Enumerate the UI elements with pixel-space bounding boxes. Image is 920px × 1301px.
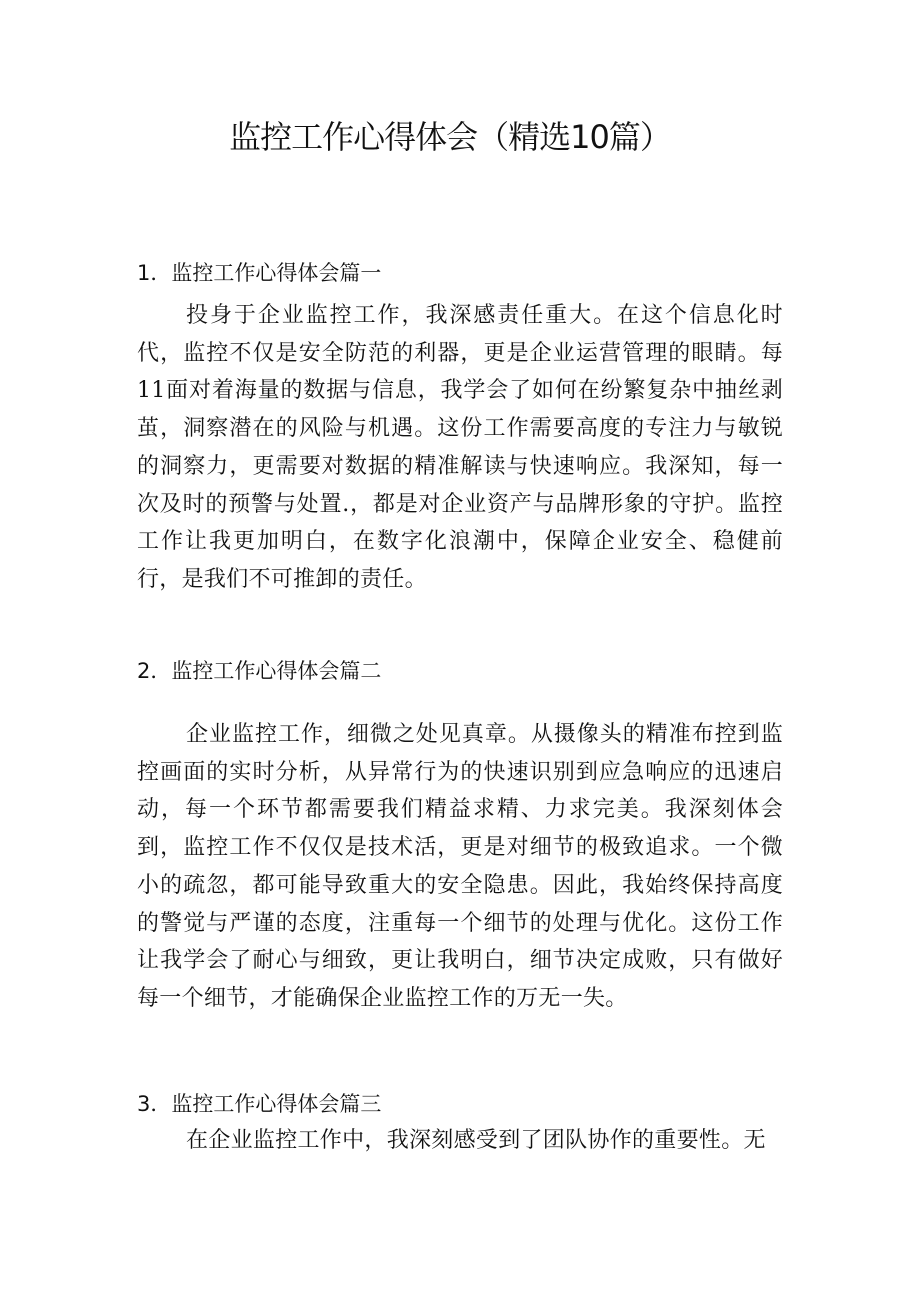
section-heading-2: 2．监控工作心得体会篇二	[137, 659, 382, 683]
section-heading-1: 1．监控工作心得体会篇一	[137, 261, 382, 285]
section-heading-3: 3．监控工作心得体会篇三	[137, 1092, 382, 1116]
section-body-2: 企业监控工作，细微之处见真章。从摄像头的精准布控到监控画面的实时分析，从异常行为的快速识别到应急响应的迅速启动，每一个环节都需要我们精益求精、力求完美。我深刻体会到，监控工作不仅仅是技术活，更是对细节的极致追求。一个微小的疏忽，都可能导致重大的安全隐患。因此，我始终保持高度的警觉与严谨的态度，注重每一个细节的处理与优化。这份工作让我学会了耐心与细致，更让我明白，细节决定成败，只有做好每一个细节，才能确保企业监控工作的万无一失。	[137, 722, 783, 1011]
section-body-1: 投身于企业监控工作，我深感责任重大。在这个信息化时代，监控不仅是安全防范的利器，更是企业运营管理的眼睛。每11面对着海量的数据与信息，我学会了如何在纷繁复杂中抽丝剥茧，洞察潜在的风险与机遇。这份工作需要高度的专注力与敏锐的洞察力，更需要对数据的精准解读与快速响应。我深知，每一次及时的预警与处置.，都是对企业资产与品牌形象的守护。监控工作让我更加明白，在数字化浪潮中，保障企业安全、稳健前行，是我们不可推卸的责任。	[137, 303, 783, 592]
document-title: 监控工作心得体会（精选10篇）	[229, 118, 671, 156]
section-body-3: 在企业监控工作中，我深刻感受到了团队协作的重要性。无	[186, 1128, 766, 1153]
